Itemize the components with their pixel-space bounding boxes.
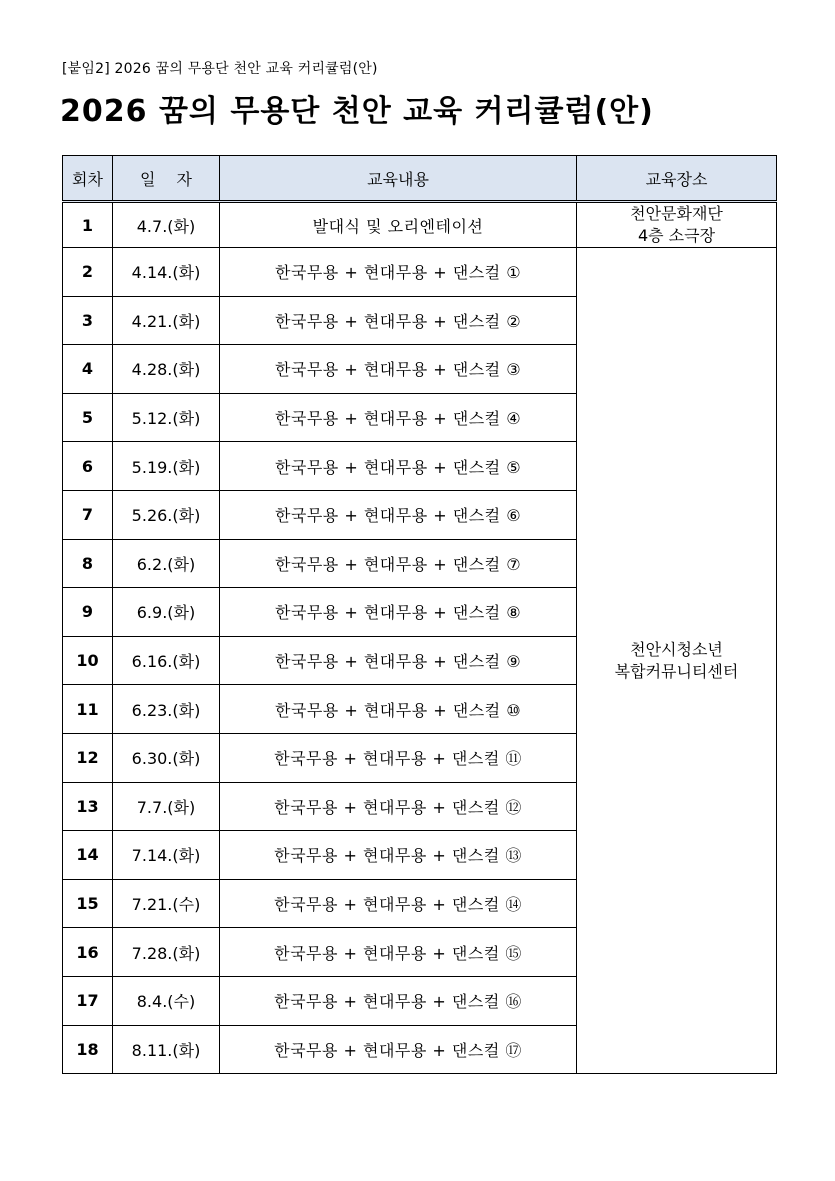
session-date: 6.9.(화) bbox=[113, 588, 220, 637]
header-session: 회차 bbox=[63, 156, 113, 202]
place-line: 4층 소극장 bbox=[637, 226, 716, 245]
shared-place bbox=[577, 248, 777, 1074]
session-content: 한국무용 + 현대무용 + 댄스컬 ⑰ bbox=[220, 1025, 577, 1074]
table-row bbox=[63, 202, 777, 248]
session-number: 13 bbox=[63, 782, 113, 831]
place-line: 천안문화재단 bbox=[630, 204, 723, 223]
session-date: 8.4.(수) bbox=[113, 976, 220, 1025]
session-content: 한국무용 + 현대무용 + 댄스컬 ⑩ bbox=[220, 685, 577, 734]
session-content: 한국무용 + 현대무용 + 댄스컬 ⑭ bbox=[220, 879, 577, 928]
session-number: 17 bbox=[63, 976, 113, 1025]
header-content: 교육내용 bbox=[220, 156, 577, 202]
session-content: 한국무용 + 현대무용 + 댄스컬 ⑬ bbox=[220, 831, 577, 880]
session-date: 4.21.(화) bbox=[113, 296, 220, 345]
session-date: 5.26.(화) bbox=[113, 490, 220, 539]
place-line: 복합커뮤니티센터 bbox=[614, 661, 739, 681]
session-date: 6.16.(화) bbox=[113, 636, 220, 685]
session-content: 한국무용 + 현대무용 + 댄스컬 ⑮ bbox=[220, 928, 577, 977]
session-content: 한국무용 + 현대무용 + 댄스컬 ② bbox=[220, 296, 577, 345]
header-date: 일 자 bbox=[113, 156, 220, 202]
session-number: 14 bbox=[63, 831, 113, 880]
session-number: 12 bbox=[63, 733, 113, 782]
session-number: 6 bbox=[63, 442, 113, 491]
session-number: 2 bbox=[63, 248, 113, 297]
session-date: 7.7.(화) bbox=[113, 782, 220, 831]
table-row bbox=[63, 248, 777, 297]
session-content: 한국무용 + 현대무용 + 댄스컬 ⑫ bbox=[220, 782, 577, 831]
session-date: 7.21.(수) bbox=[113, 879, 220, 928]
session-number: 15 bbox=[63, 879, 113, 928]
session-place bbox=[577, 202, 777, 248]
session-content: 한국무용 + 현대무용 + 댄스컬 ③ bbox=[220, 345, 577, 394]
attachment-label: [붙임2] 2026 꿈의 무용단 천안 교육 커리큘럼(안) bbox=[62, 61, 378, 77]
session-date: 5.19.(화) bbox=[113, 442, 220, 491]
table-header-row bbox=[63, 156, 777, 202]
session-number: 16 bbox=[63, 928, 113, 977]
session-content: 한국무용 + 현대무용 + 댄스컬 ⑪ bbox=[220, 733, 577, 782]
session-number: 18 bbox=[63, 1025, 113, 1074]
session-date: 7.14.(화) bbox=[113, 831, 220, 880]
session-content: 한국무용 + 현대무용 + 댄스컬 ⑧ bbox=[220, 588, 577, 637]
session-date: 4.28.(화) bbox=[113, 345, 220, 394]
session-date: 6.23.(화) bbox=[113, 685, 220, 734]
session-number: 7 bbox=[63, 490, 113, 539]
session-content: 한국무용 + 현대무용 + 댄스컬 ④ bbox=[220, 393, 577, 442]
session-content: 한국무용 + 현대무용 + 댄스컬 ⑦ bbox=[220, 539, 577, 588]
header-place: 교육장소 bbox=[577, 156, 777, 202]
session-number: 10 bbox=[63, 636, 113, 685]
curriculum-table bbox=[62, 155, 777, 1074]
session-date: 7.28.(화) bbox=[113, 928, 220, 977]
session-content: 한국무용 + 현대무용 + 댄스컬 ① bbox=[220, 248, 577, 297]
session-date: 8.11.(화) bbox=[113, 1025, 220, 1074]
session-content: 한국무용 + 현대무용 + 댄스컬 ⑤ bbox=[220, 442, 577, 491]
session-number: 4 bbox=[63, 345, 113, 394]
session-content: 한국무용 + 현대무용 + 댄스컬 ⑨ bbox=[220, 636, 577, 685]
session-date: 4.7.(화) bbox=[113, 202, 220, 248]
session-date: 6.2.(화) bbox=[113, 539, 220, 588]
session-content: 발대식 및 오리엔테이션 bbox=[220, 202, 577, 248]
session-number: 1 bbox=[63, 202, 113, 248]
session-number: 11 bbox=[63, 685, 113, 734]
session-date: 5.12.(화) bbox=[113, 393, 220, 442]
session-content: 한국무용 + 현대무용 + 댄스컬 ⑥ bbox=[220, 490, 577, 539]
document-title: 2026 꿈의 무용단 천안 교육 커리큘럼(안) bbox=[60, 94, 654, 129]
session-content: 한국무용 + 현대무용 + 댄스컬 ⑯ bbox=[220, 976, 577, 1025]
session-number: 8 bbox=[63, 539, 113, 588]
session-number: 3 bbox=[63, 296, 113, 345]
session-number: 9 bbox=[63, 588, 113, 637]
session-date: 4.14.(화) bbox=[113, 248, 220, 297]
place-line: 천안시청소년 bbox=[630, 639, 723, 659]
session-date: 6.30.(화) bbox=[113, 733, 220, 782]
session-number: 5 bbox=[63, 393, 113, 442]
